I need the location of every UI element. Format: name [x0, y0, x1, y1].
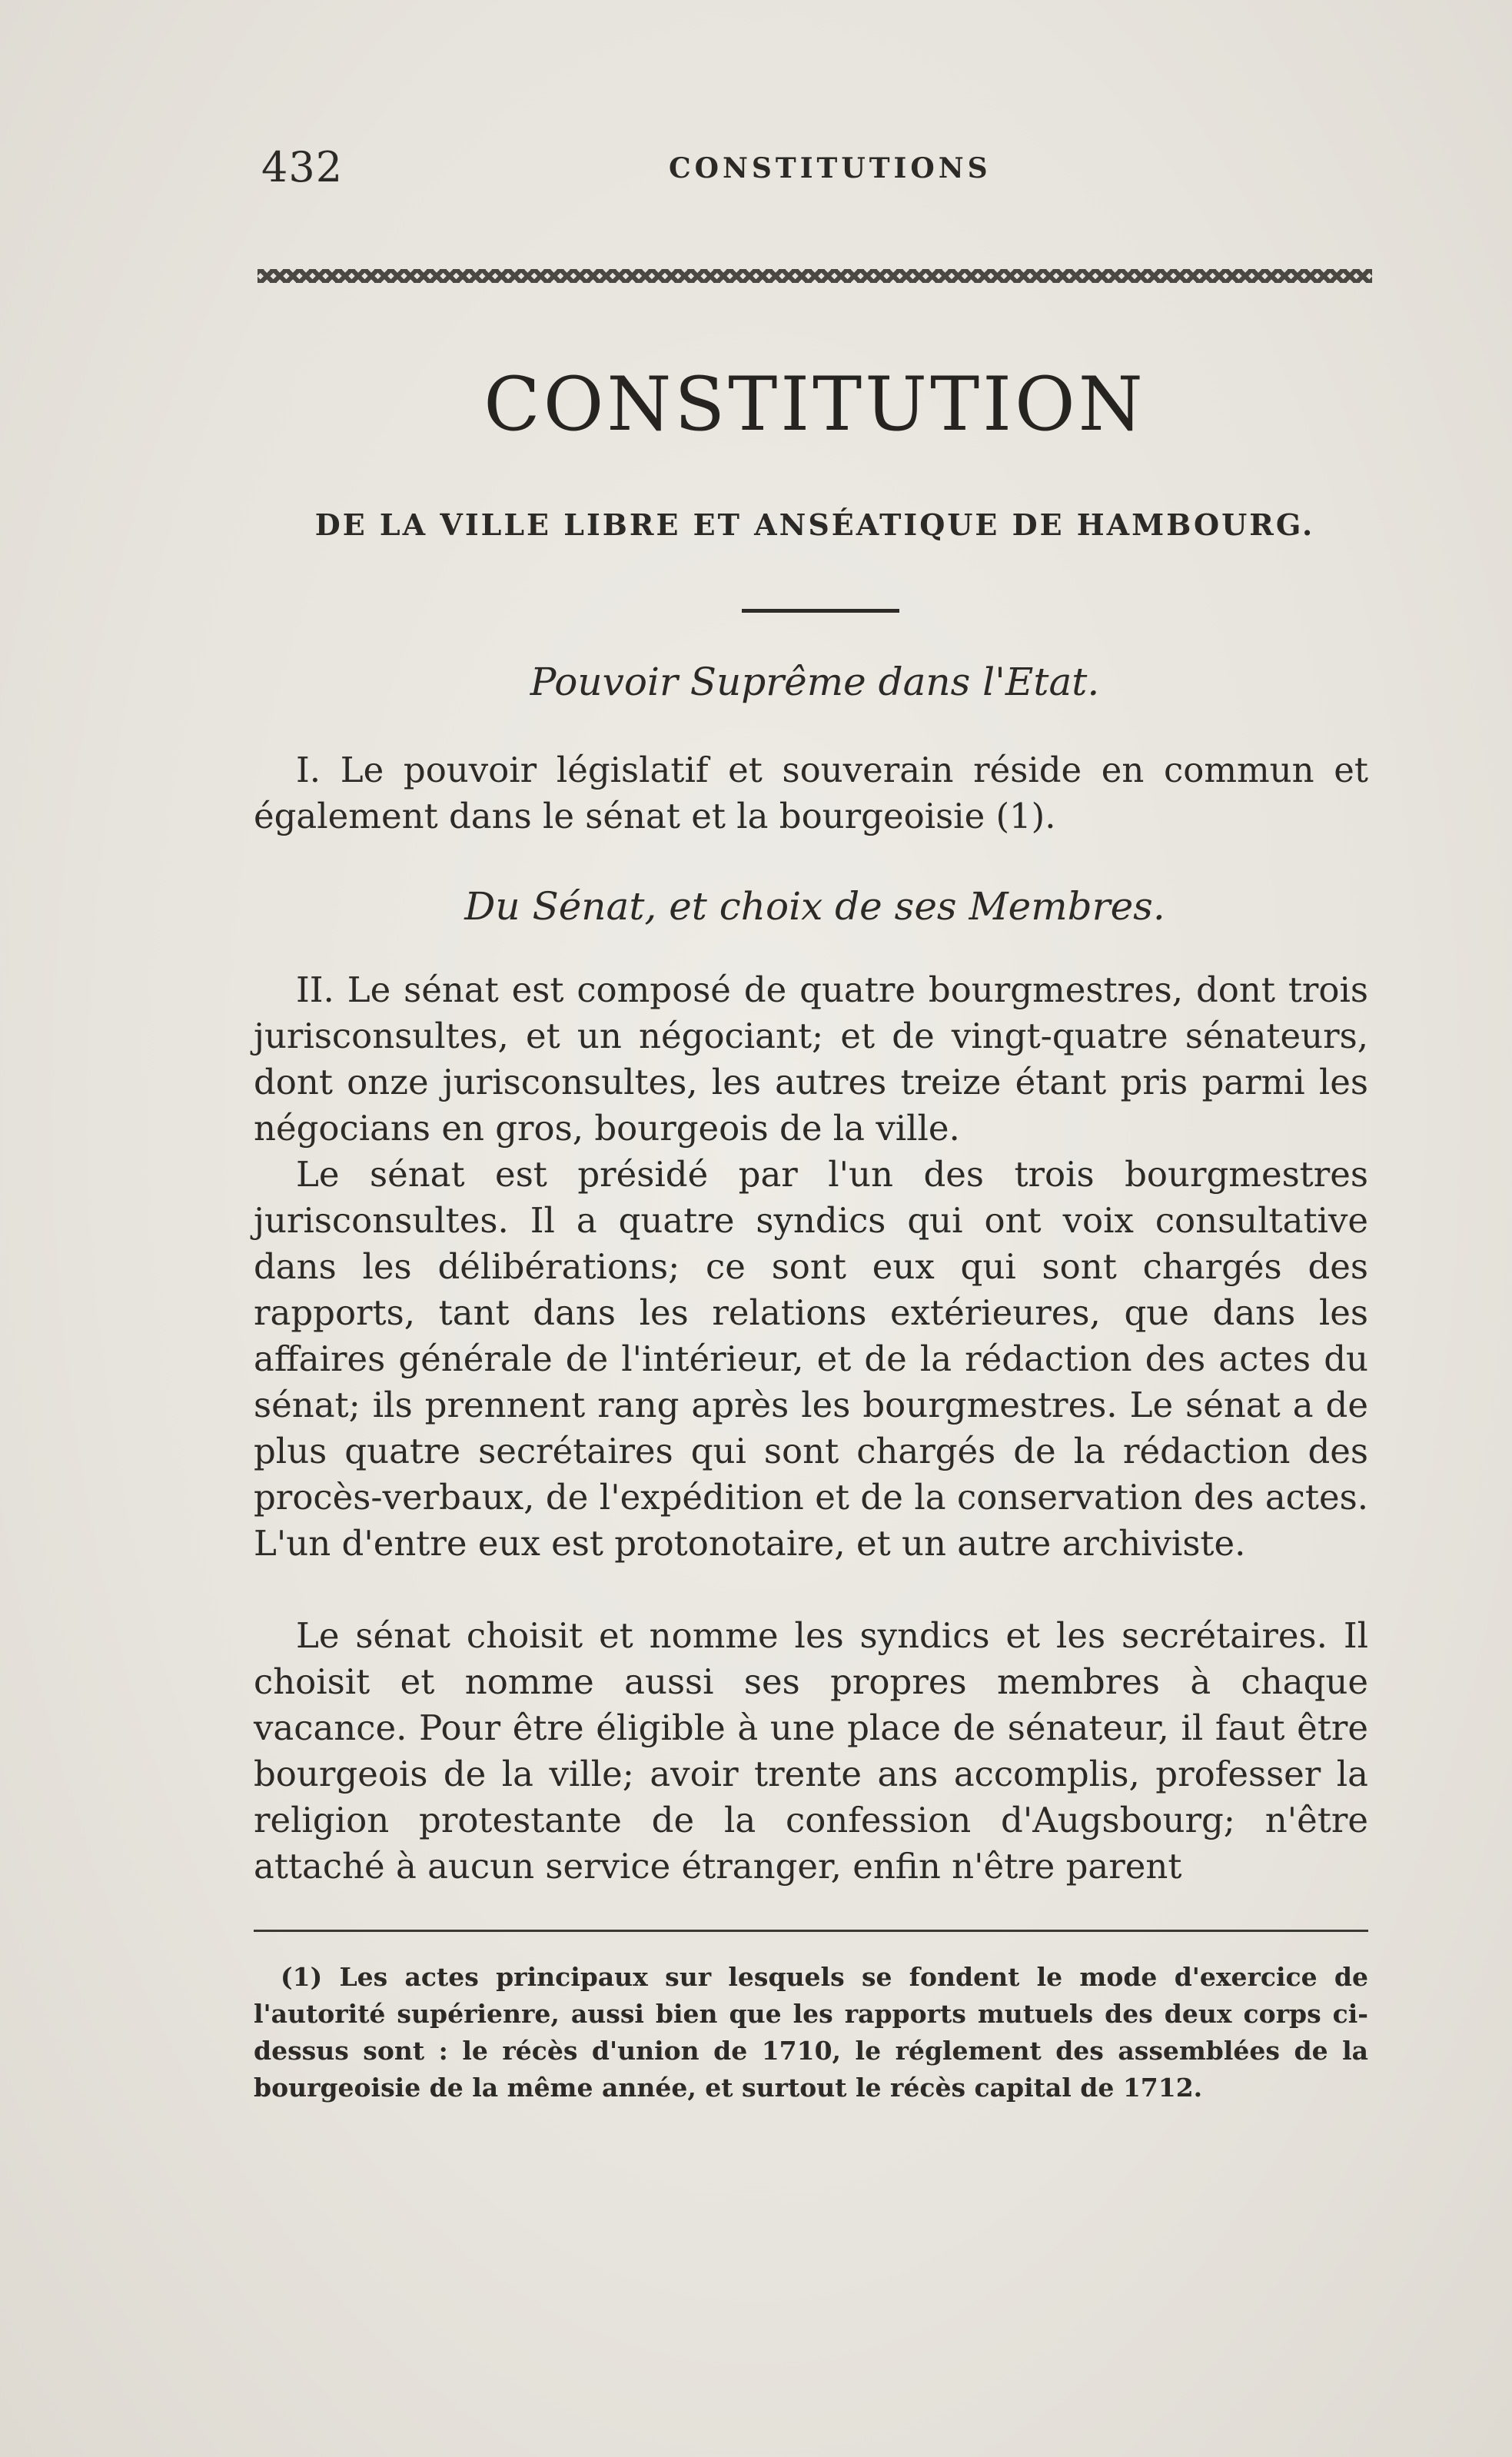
document-subtitle: DE LA VILLE LIBRE ET ANSÉATIQUE DE HAMBOURG.: [314, 507, 1315, 542]
title-rule: [742, 609, 899, 613]
section-heading-pouvoir: Pouvoir Suprême dans l'Etat.: [530, 660, 1100, 704]
senat-presidence-paragraph: Le sénat est présidé par l'un des trois bourgmestres jurisconsultes. Il a quatre syndics qui ont voix consultative dans les délibérations; ce sont eux qui sont chargés des rapports, tant dans les relations extérieures, que dans les affaires générale de l'intérieur, et de la rédaction des actes du sénat; ils prennent rang après les bourgmestres. Le sénat a de plus quatre secrétaires qui sont chargés de la rédaction des procès-verbaux, de l'expédition et de la conservation des actes. L'un d'entre eux est protonotaire, et un autre archiviste.: [254, 1154, 1368, 1564]
section-heading-senat: Du Sénat, et choix de ses Membres.: [464, 884, 1165, 929]
page-number: 432: [261, 143, 344, 191]
ornamental-rule: [258, 269, 1372, 283]
page-header: [254, 143, 1351, 197]
running-head: CONSTITUTIONS: [669, 152, 992, 185]
article-1-paragraph: I. Le pouvoir législatif et souverain réside en commun et également dans le sénat et la bourgeoisie (1).: [254, 750, 1368, 836]
senat-election-paragraph: Le sénat choisit et nomme les syndics et les secrétaires. Il choisit et nomme aussi ses propres membres à chaque vacance. Pour être éligible à une place de sénateur, il faut être bourgeois de la ville; avoir trente ans accomplis, professer la religion protestante de la confession d'Augsbourg; n'être attaché à aucun service étranger, enfin n'être parent: [254, 1615, 1368, 1887]
footnote: (1) Les actes principaux sur lesquels se fondent le mode d'exercice de l'autorité supérienre, aussi bien que les rapports mutuels des deux corps ci-dessus sont : le récès d'union de 1710, le réglement des assemblées de la bourgeoisie de la même année, et surtout le récès capital de 1712.: [254, 1962, 1368, 2103]
article-2-paragraph: II. Le sénat est composé de quatre bourgmestres, dont trois jurisconsultes, et un négociant; et de vingt-quatre sénateurs, dont onze jurisconsultes, les autres treize étant pris parmi les négocians en gros, bourgeois de la ville.: [254, 969, 1368, 1149]
document-title: CONSTITUTION: [484, 361, 1146, 447]
footnote-rule: [254, 1930, 1368, 1932]
